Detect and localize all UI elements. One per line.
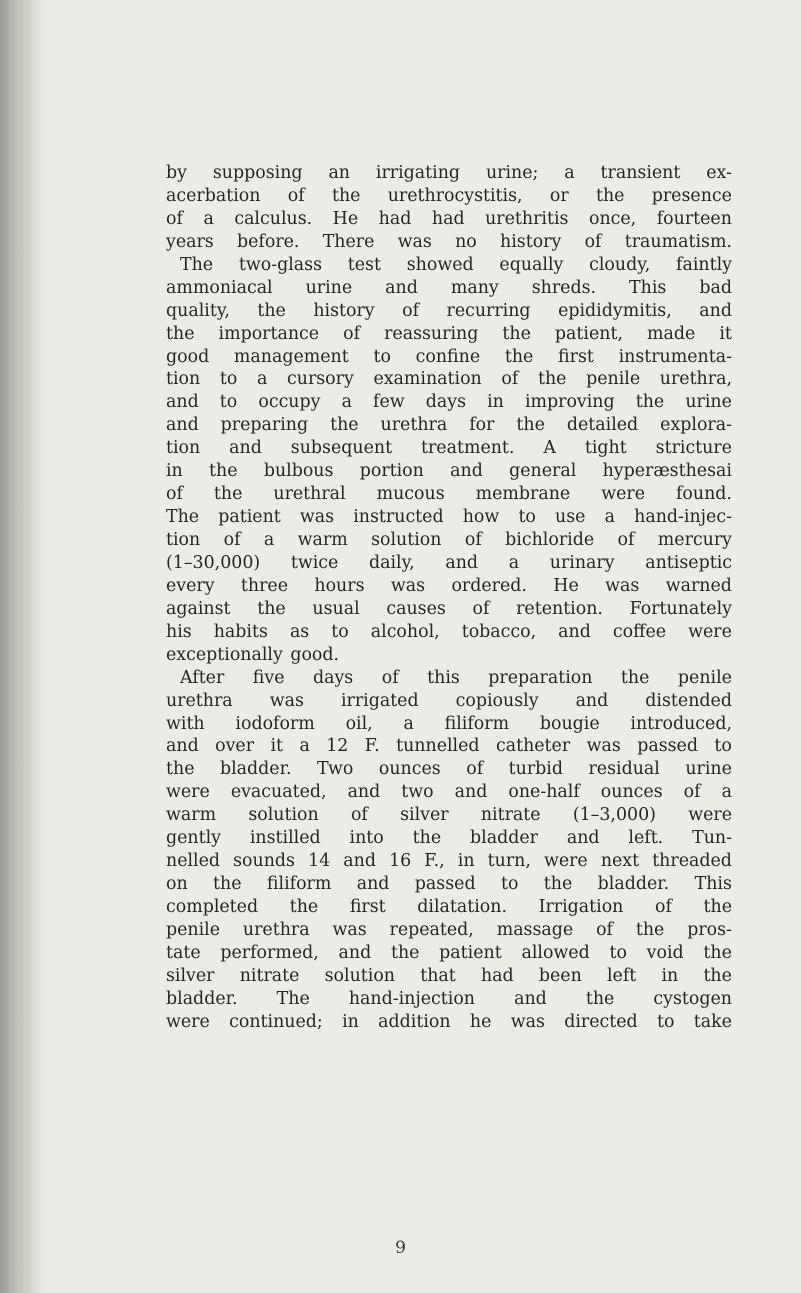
text-line: against the usual causes of retention. Fortunately (166, 598, 732, 619)
text-line: (1–30,000) twice daily, and a urinary antiseptic (166, 552, 732, 573)
text-line: his habits as to alcohol, tobacco, and coffee were (166, 621, 732, 642)
text-line: the importance of reassuring the patient, made it (166, 323, 732, 344)
text-line: on the filiform and passed to the bladder. This (166, 874, 732, 895)
text-line: gently instilled into the bladder and left. Tun- (166, 828, 732, 849)
text-line: every three hours was ordered. He was warned (166, 575, 732, 596)
text-line: the bladder. Two ounces of turbid residual urine (166, 759, 732, 780)
text-line: tion and subsequent treatment. A tight stricture (166, 438, 732, 459)
text-line: After five days of this preparation the penile (180, 667, 732, 688)
text-line: completed the first dilatation. Irrigation of the (166, 897, 732, 917)
text-line: urethra was irrigated copiously and distended (166, 690, 732, 711)
binding-shadow (0, 0, 44, 1293)
text-line: silver nitrate solution that had been left in the (166, 965, 732, 986)
text-line: nelled sounds 14 and 16 F., in turn, were next threaded (166, 851, 732, 872)
text-line: and over it a 12 F. tunnelled catheter was passed to (166, 736, 732, 757)
text-line: were continued; in addition he was directed to take (166, 1011, 732, 1032)
text-line: years before. There was no history of traumatism. (166, 231, 732, 252)
text-line: were evacuated, and two and one-half ounces of a (166, 782, 732, 803)
text-line: of the urethral mucous membrane were found. (166, 484, 732, 505)
text-line: The two-glass test showed equally cloudy, faintly (180, 254, 732, 275)
text-line: tion of a warm solution of bichloride of mercury (166, 530, 732, 550)
text-line: of a calculus. He had had urethritis once, fourteen (166, 208, 732, 229)
text-line: quality, the history of recurring epididymitis, and (166, 300, 732, 321)
text-line: by supposing an irrigating urine; a transient ex- (166, 163, 732, 183)
text-line: in the bulbous portion and general hyperæsthesai (166, 461, 732, 482)
text-line: tate performed, and the patient allowed to void the (166, 942, 732, 963)
body-text (166, 162, 732, 1034)
text-line: acerbation of the urethrocystitis, or the presence (166, 185, 732, 206)
text-line: tion to a cursory examination of the penile urethra, (166, 369, 732, 390)
page-number: 9 (395, 1238, 406, 1258)
text-line: good management to confine the first instrumenta- (166, 346, 732, 367)
text-line: ammoniacal urine and many shreds. This bad (166, 277, 732, 298)
text-line: and to occupy a few days in improving the urine (166, 392, 732, 413)
text-line: penile urethra was repeated, massage of the pros- (166, 919, 732, 940)
text-line: warm solution of silver nitrate (1–3,000) were (166, 805, 732, 826)
text-line: The patient was instructed how to use a hand-injec- (166, 507, 732, 528)
text-line: and preparing the urethra for the detailed explora- (166, 415, 732, 436)
text-line: with iodoform oil, a filiform bougie introduced, (166, 713, 732, 734)
text-line: exceptionally good. (166, 644, 340, 665)
text-line: bladder. The hand-injection and the cystogen (166, 988, 732, 1009)
